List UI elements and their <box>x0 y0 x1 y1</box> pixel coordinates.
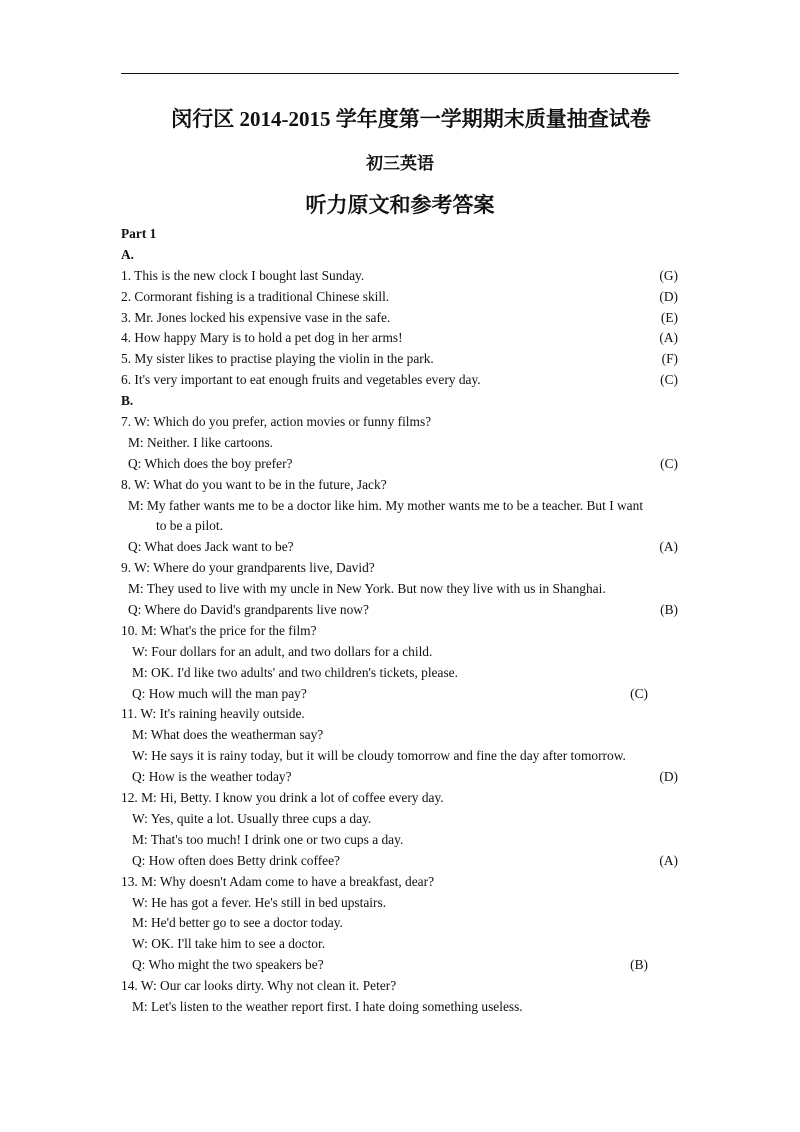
question-line <box>121 454 679 475</box>
transcript-line <box>121 496 679 517</box>
line-text: 2. Cormorant fishing is a traditional Chinese skill. <box>121 288 390 304</box>
transcript-line <box>121 516 679 537</box>
question-line <box>121 767 679 788</box>
transcript-line <box>121 976 679 997</box>
answer-key: (F) <box>661 351 678 367</box>
transcript-line <box>121 872 679 893</box>
question-line <box>121 851 679 872</box>
line-text: M: OK. I'd like two adults' and two children's tickets, please. <box>132 664 458 680</box>
line-text: 1. This is the new clock I bought last Sunday. <box>121 267 365 283</box>
question-line <box>121 537 679 558</box>
line-text: 10. M: What's the price for the film? <box>121 622 317 638</box>
line-text: M: They used to live with my uncle in New York. But now they live with us in Shanghai. <box>128 581 606 597</box>
section-heading <box>121 391 679 412</box>
line-text: 7. W: Which do you prefer, action movies or funny films? <box>121 414 432 430</box>
transcript-body <box>121 224 679 1018</box>
transcript-line <box>121 621 679 642</box>
question-line <box>121 287 679 308</box>
line-text: 6. It's very important to eat enough fruits and vegetables every day. <box>121 372 481 388</box>
answer-key: (E) <box>660 309 678 325</box>
line-text: Q: What does Jack want to be? <box>128 539 294 555</box>
transcript-line <box>121 893 679 914</box>
line-text: W: Four dollars for an adult, and two dollars for a child. <box>132 643 433 659</box>
transcript-line <box>121 433 679 454</box>
answer-key: (D) <box>659 288 678 304</box>
transcript-line <box>121 913 679 934</box>
answer-key: (B) <box>630 957 648 973</box>
line-text: M: He'd better go to see a doctor today. <box>132 915 343 931</box>
answer-key: (B) <box>660 602 678 618</box>
section-title: 听力原文和参考答案 <box>305 193 495 217</box>
line-text: 14. W: Our car looks dirty. Why not clean it. Peter? <box>121 978 397 994</box>
exam-title: 闵行区 2014-2015 学年度第一学期期末质量抽查试卷 <box>171 107 651 131</box>
transcript-line <box>121 725 679 746</box>
transcript-line <box>121 663 679 684</box>
line-text: 9. W: Where do your grandparents live, David? <box>121 560 375 576</box>
question-line <box>121 266 679 287</box>
line-text: to be a pilot. <box>156 518 223 534</box>
transcript-line <box>121 934 679 955</box>
line-text: 8. W: What do you want to be in the future, Jack? <box>121 476 387 492</box>
line-text: B. <box>121 393 134 409</box>
line-text: 13. M: Why doesn't Adam come to have a breakfast, dear? <box>121 873 435 889</box>
transcript-line <box>121 830 679 851</box>
transcript-line <box>121 997 679 1018</box>
question-line <box>121 955 679 976</box>
transcript-line <box>121 475 679 496</box>
line-text: M: What does the weatherman say? <box>132 727 324 743</box>
line-text: 5. My sister likes to practise playing the violin in the park. <box>121 351 434 367</box>
line-text: Q: How is the weather today? <box>132 769 292 785</box>
transcript-line <box>121 558 679 579</box>
line-text: 3. Mr. Jones locked his expensive vase in the safe. <box>121 309 391 325</box>
transcript-line <box>121 704 679 725</box>
answer-key: (A) <box>659 539 678 555</box>
line-text: Q: Who might the two speakers be? <box>132 957 324 973</box>
line-text: W: OK. I'll take him to see a doctor. <box>132 936 326 952</box>
line-text: Q: How much will the man pay? <box>132 685 307 701</box>
answer-key: (A) <box>659 330 678 346</box>
line-text: 11. W: It's raining heavily outside. <box>121 706 305 722</box>
section-heading <box>121 224 679 245</box>
answer-key: (C) <box>660 455 678 471</box>
line-text: W: He says it is rainy today, but it will be cloudy tomorrow and fine the day after tomorrow. <box>132 748 626 764</box>
transcript-line <box>121 788 679 809</box>
line-text: W: He has got a fever. He's still in bed upstairs. <box>132 894 387 910</box>
line-text: A. <box>121 246 135 262</box>
question-line <box>121 684 679 705</box>
transcript-line <box>121 412 679 433</box>
answer-key: (D) <box>659 769 678 785</box>
line-text: M: That's too much! I drink one or two cups a day. <box>132 831 404 847</box>
question-line <box>121 370 679 391</box>
top-rule <box>121 73 679 74</box>
line-text: M: Neither. I like cartoons. <box>128 434 274 450</box>
question-line <box>121 349 679 370</box>
line-text: M: My father wants me to be a doctor like him. My mother wants me to be a teacher. But I want <box>128 497 644 513</box>
transcript-line <box>121 579 679 600</box>
section-heading <box>121 245 679 266</box>
transcript-line <box>121 642 679 663</box>
line-text: Q: Which does the boy prefer? <box>128 455 293 471</box>
answer-key: (C) <box>660 372 678 388</box>
subject-title: 初三英语 <box>366 154 434 173</box>
answer-key: (A) <box>659 852 678 868</box>
line-text: Q: Where do David's grandparents live now? <box>128 602 369 618</box>
answer-key: (G) <box>659 267 678 283</box>
line-text: M: Let's listen to the weather report first. I hate doing something useless. <box>132 998 523 1014</box>
question-line <box>121 600 679 621</box>
answer-key: (C) <box>630 685 648 701</box>
question-line <box>121 328 679 349</box>
line-text: Part 1 <box>121 226 157 241</box>
line-text: 12. M: Hi, Betty. I know you drink a lot of coffee every day. <box>121 790 444 806</box>
question-line <box>121 308 679 329</box>
line-text: 4. How happy Mary is to hold a pet dog in her arms! <box>121 330 403 346</box>
line-text: Q: How often does Betty drink coffee? <box>132 852 340 868</box>
line-text: W: Yes, quite a lot. Usually three cups a day. <box>132 810 372 826</box>
transcript-line <box>121 809 679 830</box>
transcript-line <box>121 746 679 767</box>
